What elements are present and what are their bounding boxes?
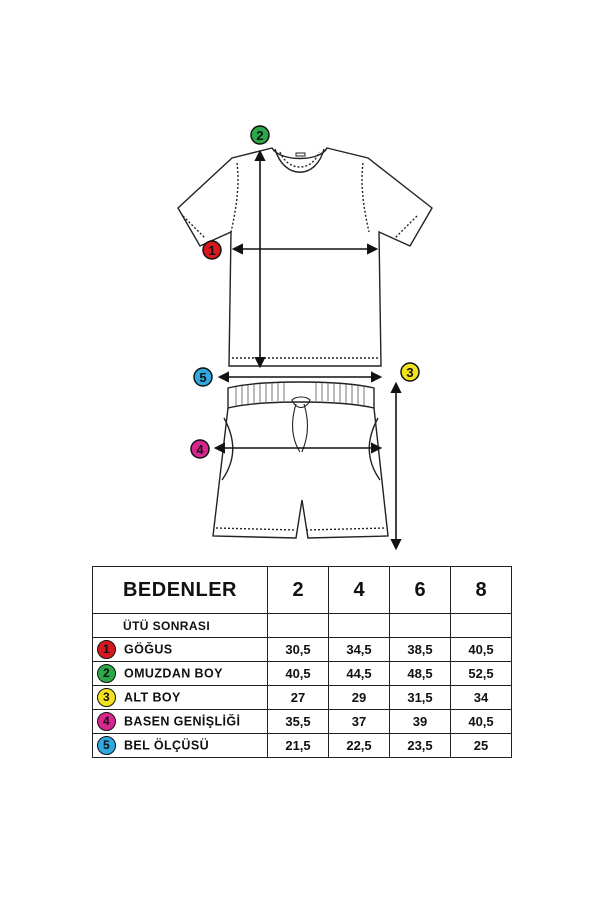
size-header: 2	[268, 567, 329, 614]
svg-text:5: 5	[199, 370, 207, 385]
marker-3	[401, 363, 419, 381]
marker-badge: 1	[97, 640, 116, 659]
table-cell: 25	[451, 734, 512, 758]
table-cell: 22,5	[329, 734, 390, 758]
marker-5	[194, 368, 212, 386]
shorts-drawing	[213, 382, 388, 538]
marker-badge: 2	[97, 664, 116, 683]
measurement-arrows	[216, 152, 396, 548]
table-header-row	[93, 567, 512, 614]
size-header: 6	[390, 567, 451, 614]
table-row	[93, 686, 512, 710]
table-row	[93, 638, 512, 662]
table-cell: 34	[451, 686, 512, 710]
table-cell: 40,5	[451, 710, 512, 734]
table-cell: 34,5	[329, 638, 390, 662]
marker-4	[191, 440, 209, 458]
marker-badge: 4	[97, 712, 116, 731]
size-header: 4	[329, 567, 390, 614]
table-row	[93, 710, 512, 734]
table-cell: 27	[268, 686, 329, 710]
row-label: BASEN GENİŞLİĞİ	[124, 714, 241, 729]
size-chart-table	[92, 566, 512, 758]
table-cell: 30,5	[268, 638, 329, 662]
table-cell: 31,5	[390, 686, 451, 710]
marker-badge: 5	[97, 736, 116, 755]
svg-text:1: 1	[208, 243, 216, 258]
marker-2	[251, 126, 269, 144]
svg-text:4: 4	[196, 442, 204, 457]
table-cell: 37	[329, 710, 390, 734]
marker-1	[203, 241, 221, 259]
table-cell: 21,5	[268, 734, 329, 758]
svg-text:2: 2	[256, 128, 264, 143]
table-cell: 38,5	[390, 638, 451, 662]
table-subtitle: ÜTÜ SONRASI	[93, 614, 268, 638]
row-label: BEL ÖLÇÜSÜ	[124, 738, 210, 753]
row-label: OMUZDAN BOY	[124, 666, 223, 681]
table-title: BEDENLER	[93, 567, 268, 614]
table-cell: 44,5	[329, 662, 390, 686]
svg-text:3: 3	[406, 365, 414, 380]
table-row	[93, 662, 512, 686]
table-cell: 39	[390, 710, 451, 734]
table-cell: 48,5	[390, 662, 451, 686]
row-label: ALT BOY	[124, 690, 181, 705]
size-header: 8	[451, 567, 512, 614]
table-subtitle-row	[93, 614, 512, 638]
table-cell: 23,5	[390, 734, 451, 758]
table-cell: 35,5	[268, 710, 329, 734]
table-cell: 29	[329, 686, 390, 710]
marker-badge: 3	[97, 688, 116, 707]
row-label: GÖĞUS	[124, 642, 173, 657]
table-row	[93, 734, 512, 758]
table-cell: 40,5	[268, 662, 329, 686]
table-cell: 40,5	[451, 638, 512, 662]
table-cell: 52,5	[451, 662, 512, 686]
